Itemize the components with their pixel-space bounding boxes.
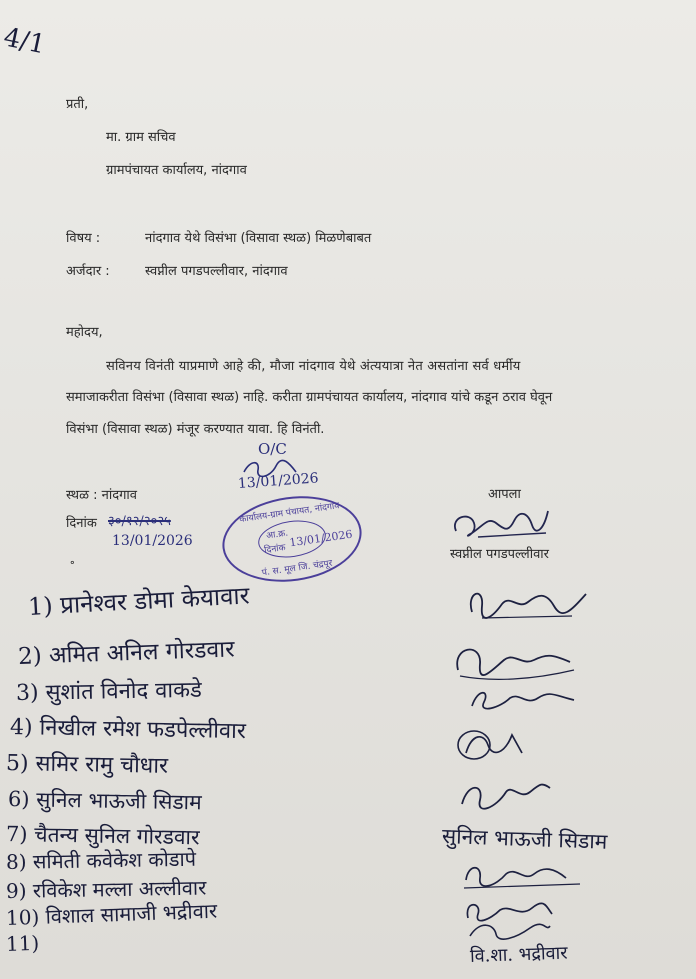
signatory-5: 5) समिर रामु चौधार [5,751,169,779]
signatory-8: 8) समिती कवेकेश कोडापे [5,846,197,874]
stamp-date-label: दिनांक [263,543,287,556]
stamp-bottom-text: पं. स. मूल जि. चंद्रपूर [261,558,334,579]
signatory-10: 10) विशाल सामाजी भद्रीवार [5,898,218,930]
signature-8 [460,898,556,946]
addressee-office: ग्रामपंचायत कार्यालय, नांदगाव [106,163,247,178]
date-struck: ३०/१२/२०२५ [108,514,171,529]
subject-label: विषय : [66,231,101,246]
signatory-7: 7) चैतन्य सुनिल गोरडवार [5,822,200,850]
signature-11-name: वि.शा. भद्रीवार [469,942,568,967]
stamp-top-text: कार्यालय-ग्राम पंचायत, नांदगाव [238,501,340,526]
signature-2 [452,640,578,684]
signature-5 [458,780,554,816]
signature-6-name: सुनिल भाऊजी सिडाम [441,824,608,854]
signatory-1: 1) प्रानेश्वर डोमा केयावार [27,581,251,621]
stamp-inward-label: आ.क्र. [265,528,289,542]
signature-4 [452,725,532,765]
applicant-text: स्वप्नील पगडपल्लीवार, नांदगाव [145,264,288,279]
subject-text: नांदगाव येथे विसंभा (विसावा स्थळ) मिळणेबाबत [145,231,372,246]
stamp-date-value: 13/01/2026 [288,527,354,550]
signature-7 [462,860,582,894]
signatory-9: 9) रविकेश मल्ला अल्लीवार [5,875,207,903]
signatory-4: 4) निखील रमेश फडपेल्लीवार [9,715,247,745]
date-corrected: 13/01/2026 [112,533,193,549]
greeting: महोदय, [66,325,103,340]
signatory-3: 3) सुशांत विनोद वाकडे [15,677,202,706]
stamp-inner-ring [256,516,354,561]
applicant-label: अर्जदार : [66,264,110,279]
signature-1 [462,582,592,626]
applicant-name: स्वप्नील पगडपल्लीवार [450,547,549,562]
sign-off: आपला [488,487,521,502]
place: स्थळ : नांदगाव [66,488,138,503]
dot-mark: ॰ [70,557,75,570]
office-stamp [217,488,367,591]
inward-note-date: 13/01/2026 [237,470,320,492]
signatory-6: 6) सुनिल भाऊजी सिडाम [7,787,202,815]
salutation: प्रती, [66,97,89,112]
signatory-11: 11) [5,930,40,956]
addressee: मा. ग्राम सचिव [106,130,176,145]
body-line-2: समाजाकरीता विसंभा (विसावा स्थळ) नाहि. करीता ग्रामपंचायत कार्यालय, नांदगाव यांचे कडून ठराव घेवून [66,390,553,405]
body-line-3: विसंभा (विसावा स्थळ) मंजूर करण्यात यावा. हि विनंती. [66,422,325,437]
corner-mark: 4/1 [0,22,49,61]
signatory-2: 2) अमित अनिल गोरडवार [17,636,236,670]
signature-3 [466,684,582,714]
inward-note-oc: O/C [258,440,287,458]
date-label: दिनांक [66,516,97,531]
applicant-signature [448,503,558,543]
body-line-1: सविनय विनंती याप्रमाणे आहे की, मौजा नांदगाव येथे अंत्ययात्रा नेत असतांना सर्व धर्मीय [106,359,521,374]
